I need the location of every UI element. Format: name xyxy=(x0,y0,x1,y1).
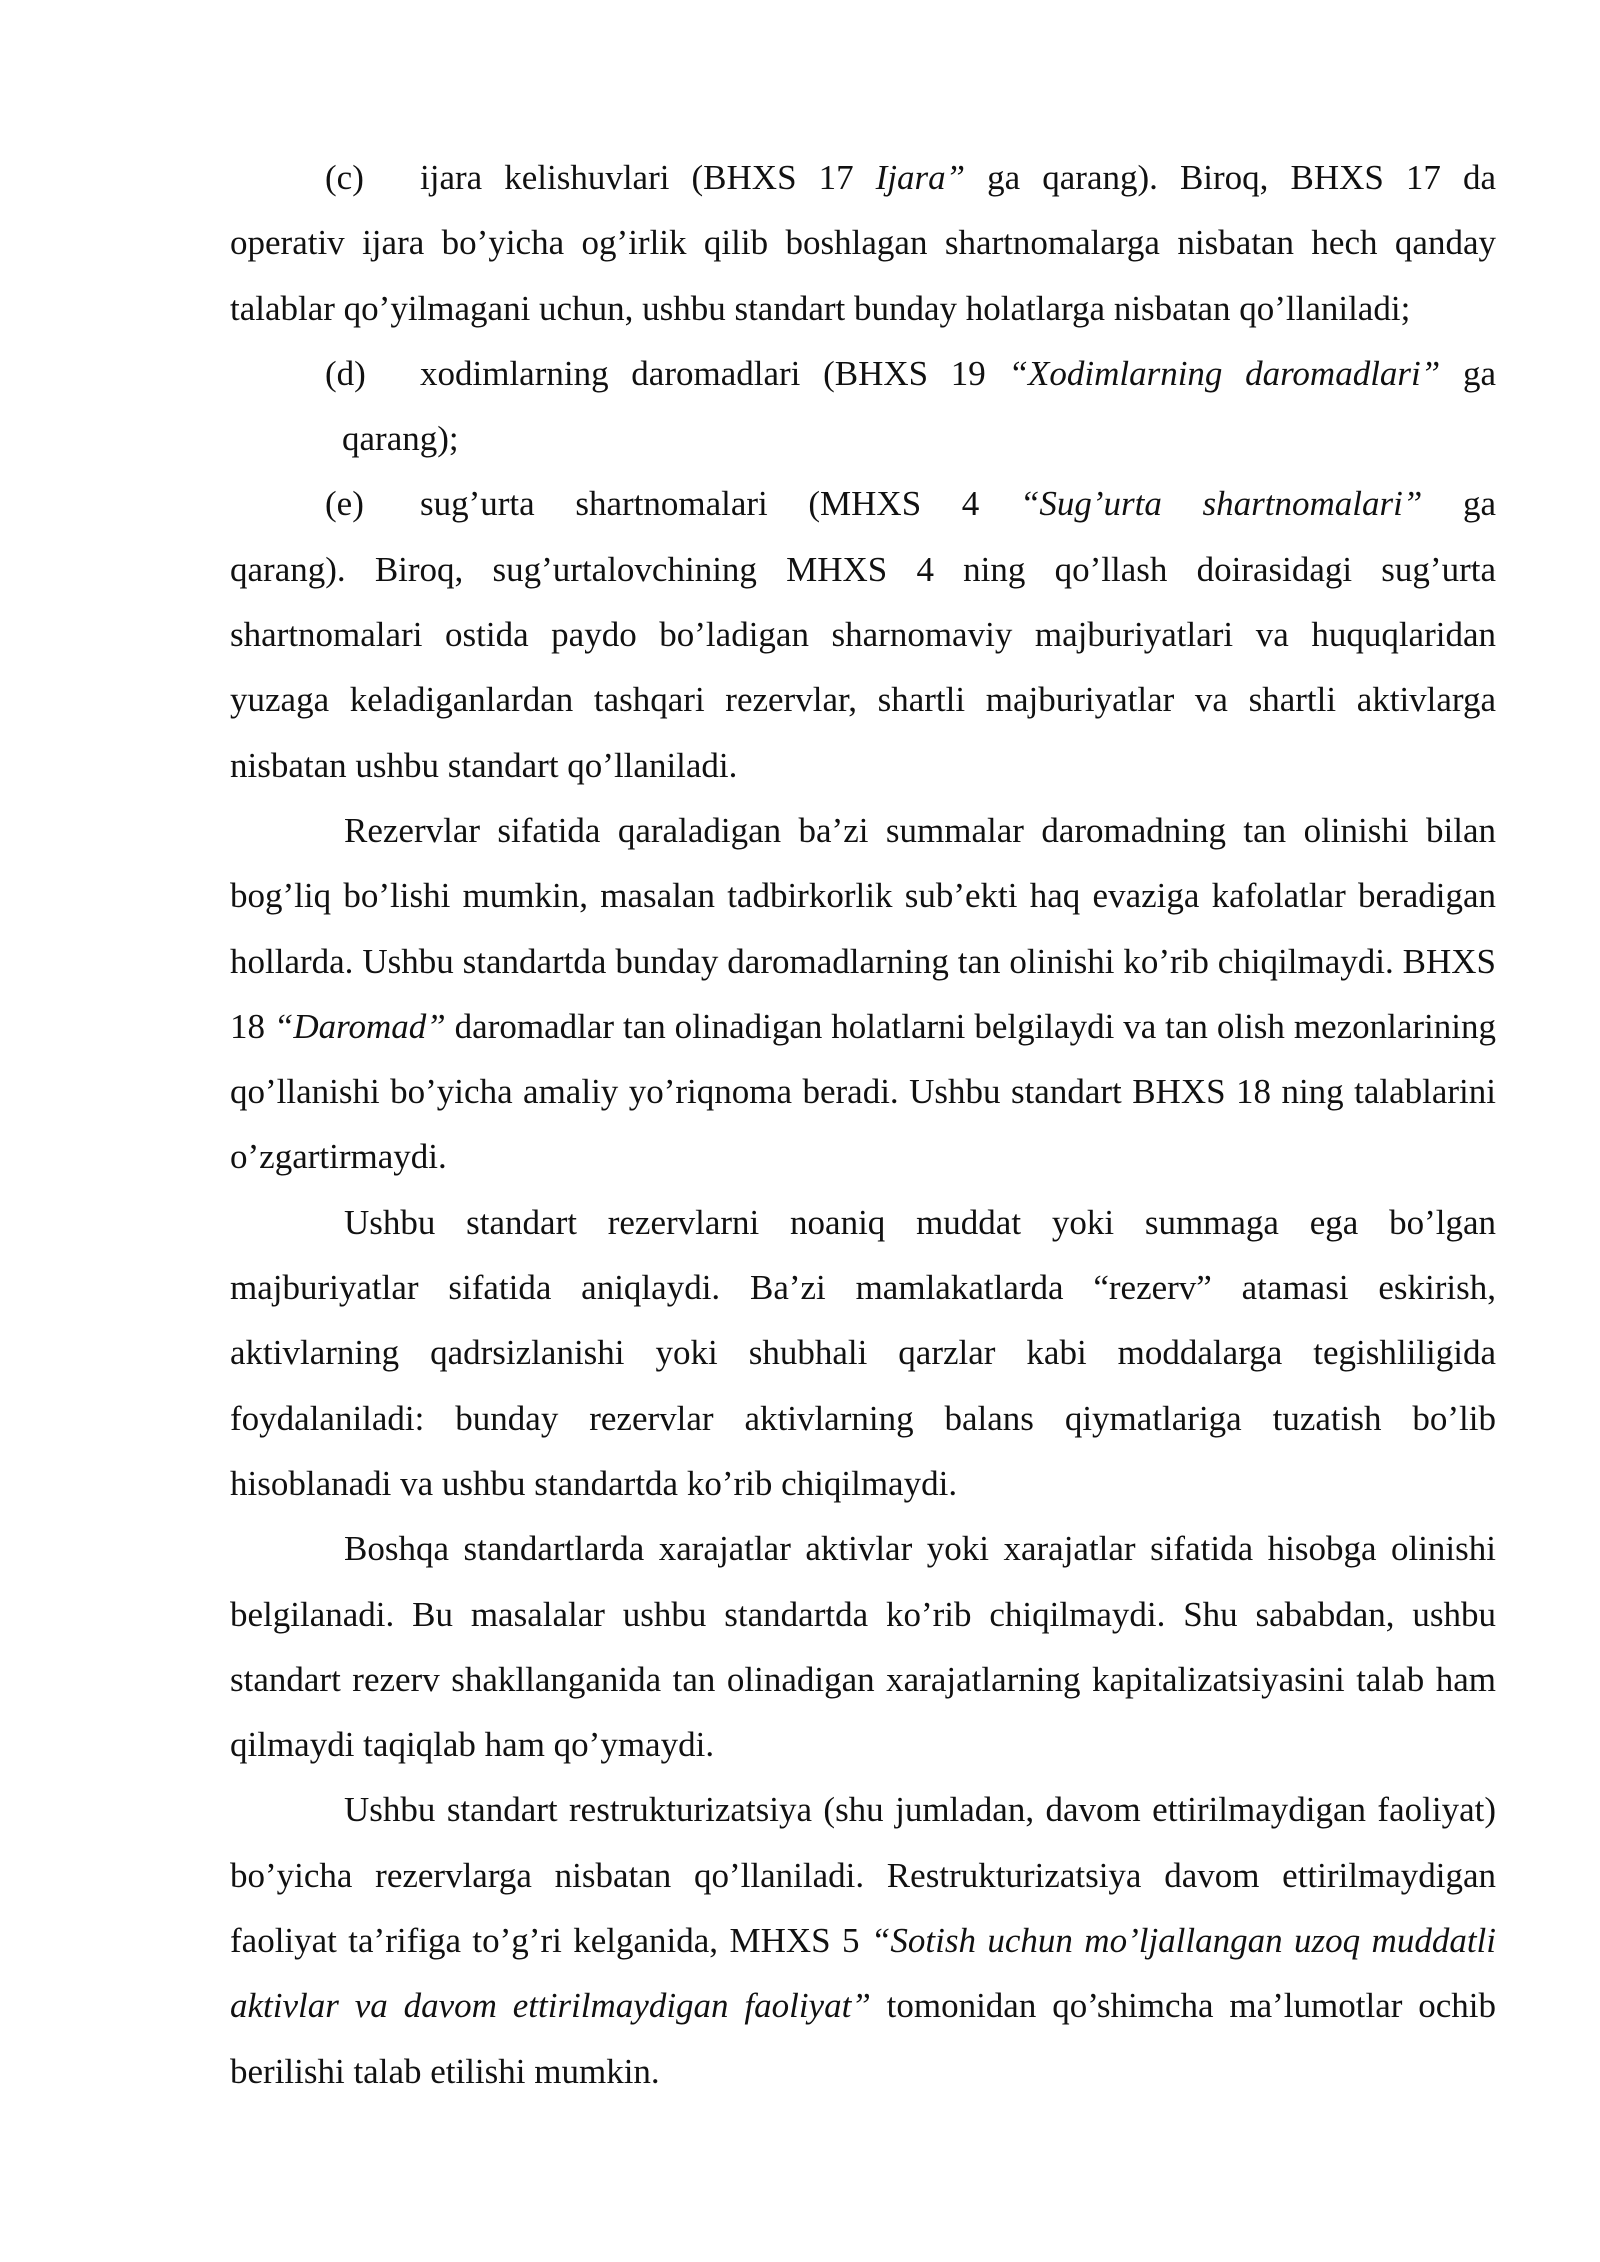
paragraph-revenue-start: Rezervlar sifatida qaraladigan ba’zi summalar daromadning tan olinishi bilan bog’liq bo’lishi mumkin, masalan tadbirkorlik sub’ekti haq evaziga kafolatlar beradigan hollarda. Ushbu standartda bunday daromadlarning tan olinishi ko’rib chiqilmaydi. BHXS 18 xyxy=(230,810,1496,1046)
list-item-d-first-line xyxy=(230,341,1496,406)
paragraph-expenses: Boshqa standartlarda xarajatlar aktivlar yoki xarajatlar sifatida hisobga olinishi belgilanadi. Bu masalalar ushbu standartda ko’rib chiqilmaydi. Shu sababdan, ushbu standart rezerv shakllanganida tan olinadigan xarajatlarning kapitalizatsiyasini talab ham qilmaydi taqiqlab ham qo’ymaydi. xyxy=(230,1529,1496,1765)
paragraph-revenue-italic: “Daromad” xyxy=(273,1006,446,1046)
list-item-c-first-line xyxy=(230,145,1496,210)
list-item-e-first-line xyxy=(230,471,1496,536)
paragraph-revenue xyxy=(230,798,1496,1190)
paragraph-revenue-end: daromadlar tan olinadigan holatlarni belgilaydi va tan olish mezonlarining qo’llanishi bo’yicha amaliy yo’riqnoma beradi. Ushbu standart BHXS 18 ning talablarini o’zgartirmaydi. xyxy=(230,1006,1496,1177)
list-item-d-italic: “Xodimlarning daromadlari” xyxy=(1008,353,1441,393)
list-item-c-continuation: operativ ijara bo’yicha og’irlik qilib boshlagan shartnomalarga nisbatan hech qanday talablar qo’yilmagani uchun, ushbu standart bunday holatlarga nisbatan qo’llaniladi; xyxy=(230,223,1496,328)
list-item-d-continuation: qarang); xyxy=(342,419,459,459)
list-marker-d: (d) xyxy=(325,353,366,393)
list-marker-c: (c) xyxy=(325,158,364,197)
list-marker-e: (e) xyxy=(325,484,364,524)
document-page xyxy=(230,145,1496,2104)
paragraph-restructuring-italic: “Sotish uchun mo’ljallangan uzoq muddatli aktivlar va davom ettirilmaydigan faoliyat” xyxy=(230,1921,1496,2026)
list-item-e-italic: “Sug’urta shartnomalari” xyxy=(1019,484,1423,524)
list-item-c-text-start: ijara kelishuvlari (BHXS 17 xyxy=(420,158,876,197)
list-item-e-text xyxy=(420,471,1496,536)
paragraph-restructuring xyxy=(230,1777,1496,2103)
list-item-d-text xyxy=(420,341,1496,406)
list-item-c-text-end: ga qarang). Biroq, BHXS 17 da xyxy=(965,158,1496,197)
list-item-c-text xyxy=(420,145,1496,210)
list-item-e-text-start: sug’urta shartnomalari (MHXS 4 xyxy=(420,484,1020,524)
paragraph-restructuring-end: tomonidan qo’shimcha ma’lumotlar ochib berilishi talab etilishi mumkin. xyxy=(230,1986,1496,2091)
list-item-d-text-start: xodimlarning daromadlari (BHXS 19 xyxy=(420,353,1009,393)
list-item-c-italic: Ijara” xyxy=(875,158,966,197)
paragraph-provisions-definition: Ushbu standart rezervlarni noaniq muddat yoki summaga ega bo’lgan majburiyatlar sifatida aniqlaydi. Ba’zi mamlakatlarda “rezerv” atamasi eskirish, aktivlarning qadrsizlanishi yoki shubhali qarzlar kabi moddalarga tegishliligida foydalaniladi: bunday rezervlar aktivlarning balans qiymatlariga tuzatish bo’lib hisoblanadi va ushbu standartda ko’rib chiqilmaydi. xyxy=(230,1202,1496,1503)
list-item-e-text-end: ga xyxy=(1422,484,1496,524)
paragraph-restructuring-start: Ushbu standart restrukturizatsiya (shu jumladan, davom ettirilmaydigan faoliyat) bo’yicha rezervlarga nisbatan qo’llaniladi. Restrukturizatsiya davom ettirilmaydigan faoliyat ta’rifiga to’g’ri kelganida, MHXS 5 xyxy=(230,1790,1496,1961)
list-item-e-continuation: qarang). Biroq, sug’urtalovchining MHXS 4 ning qo’llash doirasidagi sug’urta shartnomalari ostida paydo bo’ladigan sharnomaviy majburiyatlari va huquqlaridan yuzaga keladiganlardan tashqari rezervlar, shartli majburiyatlar va shartli aktivlarga nisbatan ushbu standart qo’llaniladi. xyxy=(230,549,1496,785)
list-item-d-text-end: ga xyxy=(1440,353,1496,393)
